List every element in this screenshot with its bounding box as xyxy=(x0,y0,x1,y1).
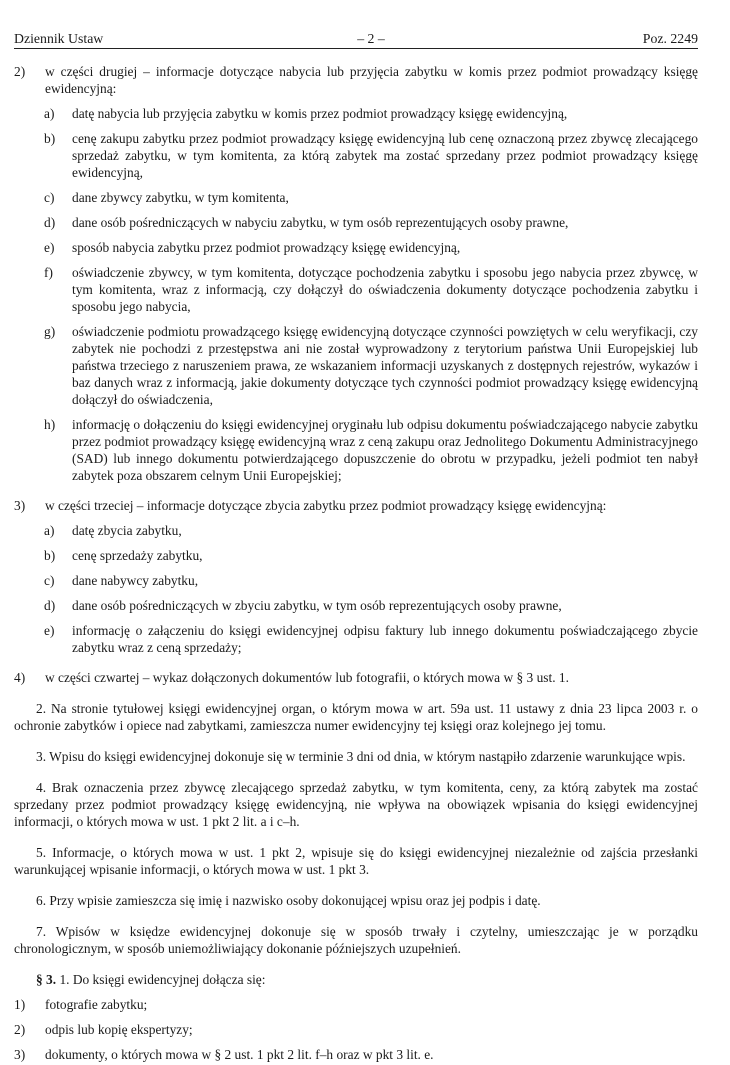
paragraph: 6. Przy wpisie zamieszcza się imię i nazwisko osoby dokonującej wpisu oraz jej podpis i datę. xyxy=(36,893,541,908)
sub-item xyxy=(14,189,698,206)
sub-item xyxy=(14,323,698,408)
section-paragraph xyxy=(14,971,698,988)
sub-item xyxy=(14,239,698,256)
sub-item-letter: c) xyxy=(44,190,55,205)
list-item xyxy=(14,63,698,97)
sub-item-letter: d) xyxy=(44,215,56,230)
paragraph: 3. Wpisu do księgi ewidencyjnej dokonuje się w terminie 3 dni od dnia, w którym nastąpiło zdarzenie warunkujące wpis. xyxy=(36,749,686,764)
section-mark: § 3. xyxy=(36,972,57,987)
sub-item xyxy=(14,214,698,231)
item-number: 3) xyxy=(14,1047,26,1062)
sub-item xyxy=(14,416,698,484)
sub-item-letter: f) xyxy=(44,265,53,280)
sub-item-letter: a) xyxy=(44,523,55,538)
position-number: Poz. 2249 xyxy=(642,31,698,46)
item-text: w części trzeciej – informacje dotyczące zbycia zabytku przez podmiot prowadzący księgę ewidencyjną: xyxy=(45,498,607,513)
list-item xyxy=(14,1021,698,1038)
sub-item-text: cenę zakupu zabytku przez podmiot prowadzący księgę ewidencyjną lub cenę oznaczoną przez zbywcę zlecającego sprzedaż zabytku, w tym komitenta, za którą zabytek ma zostać sprzedany przez podmiot prowadzący księgę ewidencyjną, xyxy=(72,131,698,180)
sub-item-text: oświadczenie podmiotu prowadzącego księgę ewidencyjną dotyczące czynności powziętych w celu weryfikacji, czy zabytek nie pochodzi z przestępstwa ani nie został wyprowadzony z terytorium państwa Unii Europejskiej lub państwa trzeciego z naruszeniem prawa, ze wskazaniem informacji uzyskanych z dostępnych rejestrów, wykazów i baz danych wraz z informacją, jakie dokumenty dotyczące tych czynności podmiot prowadzący księgę ewidencyjną dołączył do oświadczenia, xyxy=(72,324,698,407)
sub-item-letter: e) xyxy=(44,240,55,255)
item-number: 4) xyxy=(14,670,26,685)
item-text: dokumenty, o których mowa w § 2 ust. 1 pkt 2 lit. f–h oraz w pkt 3 lit. e. xyxy=(45,1047,434,1062)
item-text: fotografie zabytku; xyxy=(45,997,148,1012)
sub-item-letter: c) xyxy=(44,573,55,588)
sub-item xyxy=(14,522,698,539)
list-item xyxy=(14,1046,698,1063)
sub-item-text: cenę sprzedaży zabytku, xyxy=(72,548,203,563)
list-item xyxy=(14,996,698,1013)
document-body xyxy=(14,61,698,1063)
list-item xyxy=(14,669,698,686)
header-rule xyxy=(14,48,698,49)
sub-item xyxy=(14,622,698,656)
sub-item-letter: h) xyxy=(44,417,56,432)
paragraph: 5. Informacje, o których mowa w ust. 1 pkt 2, wpisuje się do księgi ewidencyjnej niezależnie od zajścia przesłanki warunkującej wpisanie informacji, o których mowa w ust. 1 pkt 3. xyxy=(14,845,698,877)
sub-item xyxy=(14,572,698,589)
sub-item-letter: d) xyxy=(44,598,56,613)
sub-item xyxy=(14,597,698,614)
sub-item-letter: b) xyxy=(44,548,56,563)
sub-item-letter: a) xyxy=(44,106,55,121)
sub-item-text: sposób nabycia zabytku przez podmiot prowadzący księgę ewidencyjną, xyxy=(72,240,461,255)
item-number: 1) xyxy=(14,997,26,1012)
section-text: 1. Do księgi ewidencyjnej dołącza się: xyxy=(59,972,266,987)
list-item xyxy=(14,497,698,514)
sub-item-text: dane nabywcy zabytku, xyxy=(72,573,199,588)
page-number: – 2 – xyxy=(357,31,385,46)
journal-name: Dziennik Ustaw xyxy=(14,31,104,46)
sub-item-text: dane zbywcy zabytku, w tym komitenta, xyxy=(72,190,289,205)
sub-item-text: datę zbycia zabytku, xyxy=(72,523,182,538)
sub-item-letter: g) xyxy=(44,324,56,339)
sub-item-text: dane osób pośredniczących w zbyciu zabytku, w tym osób reprezentujących osoby prawne, xyxy=(72,598,562,613)
sub-item-letter: e) xyxy=(44,623,55,638)
item-text: w części drugiej – informacje dotyczące nabycia lub przyjęcia zabytku w komis przez podmiot prowadzący księgę ewidencyjną: xyxy=(45,64,698,96)
sub-item xyxy=(14,130,698,181)
sub-item xyxy=(14,264,698,315)
sub-item-text: informację o dołączeniu do księgi ewidencyjnej oryginału lub odpisu dokumentu poświadczającego nabycie zabytku przez podmiot prowadzący księgę ewidencyjną wraz z ceną zakupu oraz Jednolitego Dokumentu Administracyjnego (SAD) lub innego dokumentu potwierdzającego dopuszczenie do obrotu w przypadku, jeżeli podmiot ten nabył zabytek poza obszarem celnym Unii Europejskiej; xyxy=(72,417,698,483)
sub-item-letter: b) xyxy=(44,131,56,146)
item-text: w części czwartej – wykaz dołączonych dokumentów lub fotografii, o których mowa w § 3 ust. 1. xyxy=(45,670,569,685)
item-number: 2) xyxy=(14,1022,26,1037)
sub-item xyxy=(14,105,698,122)
paragraph: 7. Wpisów w księdze ewidencyjnej dokonuje się w sposób trwały i czytelny, umieszczając je w porządku chronologicznym, w sposób uniemożliwiający dokonanie późniejszych uzupełnień. xyxy=(14,924,698,956)
paragraph: 2. Na stronie tytułowej księgi ewidencyjnej organ, o którym mowa w art. 59a ust. 11 ustawy z dnia 23 lipca 2003 r. o ochronie zabytków i opiece nad zabytkami, zamieszcza numer ewidencyjny tej księgi oraz kolejnego jej tomu. xyxy=(14,701,698,733)
item-text: odpis lub kopię ekspertyzy; xyxy=(45,1022,193,1037)
sub-item-text: informację o załączeniu do księgi ewidencyjnej odpisu faktury lub innego dokumentu poświadczającego zbycie zabytku wraz z ceną sprzedaży; xyxy=(72,623,698,655)
sub-item-text: dane osób pośredniczących w nabyciu zabytku, w tym osób reprezentujących osoby prawne, xyxy=(72,215,569,230)
item-number: 2) xyxy=(14,64,26,79)
sub-item xyxy=(14,547,698,564)
sub-item-text: oświadczenie zbywcy, w tym komitenta, dotyczące pochodzenia zabytku i sposobu jego nabycia przez zbywcę, w tym komitenta, wraz z informacją, czy dołączył do oświadczenia dokumenty dotyczące pochodzenia zabytku i sposobu jego nabycia, xyxy=(72,265,698,314)
sub-item-text: datę nabycia lub przyjęcia zabytku w komis przez podmiot prowadzący księgę ewidencyjną, xyxy=(72,106,568,121)
paragraph: 4. Brak oznaczenia przez zbywcę zlecającego sprzedaż zabytku, w tym komitenta, ceny, za którą zabytek ma zostać sprzedany przez podmiot prowadzący księgę ewidencyjną, nie wpływa na obowiązek wpisania do księgi ewidencyjnej informacji, o których mowa w ust. 1 pkt 2 lit. a i c–h. xyxy=(14,780,698,829)
page-header xyxy=(14,30,698,48)
item-number: 3) xyxy=(14,498,26,513)
